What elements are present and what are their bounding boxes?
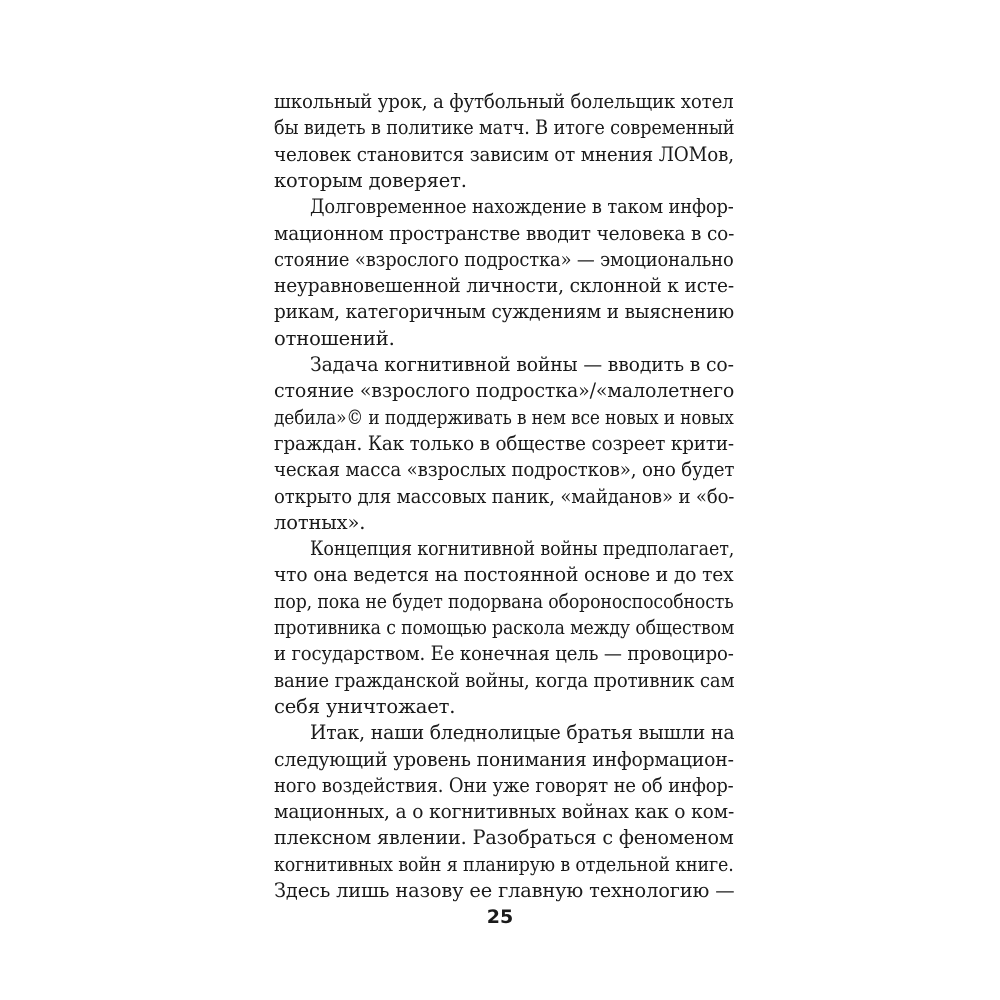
text-line: следующий уровень понимания информацион- [274, 747, 734, 771]
text-line: пор, пока не будет подорвана обороноспособность [274, 589, 734, 613]
text-line: человек становится зависим от мнения ЛОМов, [274, 142, 734, 166]
text-line: открыто для массовых паник, «майданов» и «бо- [274, 484, 735, 508]
text-line: Задача когнитивной войны — вводить в со- [310, 353, 734, 376]
text-line: что она ведется на постоянной основе и до тех [274, 563, 734, 587]
text-line: Здесь лишь назову ее главную технологию — [274, 879, 735, 902]
text-line: ного воздействия. Они уже говорят не об инфор- [274, 773, 734, 797]
text-line: Долговременное нахождение в таком инфор- [310, 195, 734, 219]
text-line: которым доверяет. [274, 168, 467, 192]
text-line: Итак, наши бледнолицые братья вышли на [310, 721, 735, 745]
text-line: когнитивных войн я планирую в отдельной книге. [274, 852, 734, 876]
text-line: стояние «взрослого подростка»/«малолетнего [274, 379, 735, 403]
text-line: вание гражданской войны, когда противник сам [274, 668, 735, 692]
text-line: плексном явлении. Разобраться с феноменом [274, 826, 734, 850]
page-number: 25 [486, 906, 514, 928]
text-line: отношений. [274, 326, 395, 350]
text-line: ческая масса «взрослых подростков», оно будет [274, 458, 735, 482]
text-line: стояние «взрослого подростка» — эмоционально [274, 247, 734, 271]
text-line: граждан. Как только в обществе созреет крити- [274, 431, 734, 455]
text-line: неуравновешенной личности, склонной к исте- [274, 274, 735, 298]
text-line: дебила»© и поддерживать в нем все новых и новых [274, 405, 734, 429]
text-line: лотных». [274, 510, 366, 534]
text-line: школьный урок, а футбольный болельщик хотел [274, 90, 734, 113]
text-line: рикам, категоричным суждениям и выяснению [274, 300, 735, 324]
text-line: себя уничтожает. [274, 694, 456, 718]
text-line: Концепция когнитивной войны предполагает, [310, 537, 735, 561]
text-line: мационных, а о когнитивных войнах как о ком- [274, 800, 735, 824]
text-line: противника с помощью раскола между обществом [274, 616, 735, 639]
text-line: бы видеть в политике матч. В итоге современный [274, 116, 735, 140]
text-line: мационном пространстве вводит человека в со- [274, 221, 735, 245]
text-line: и государством. Ее конечная цель — провоциро- [274, 642, 734, 666]
